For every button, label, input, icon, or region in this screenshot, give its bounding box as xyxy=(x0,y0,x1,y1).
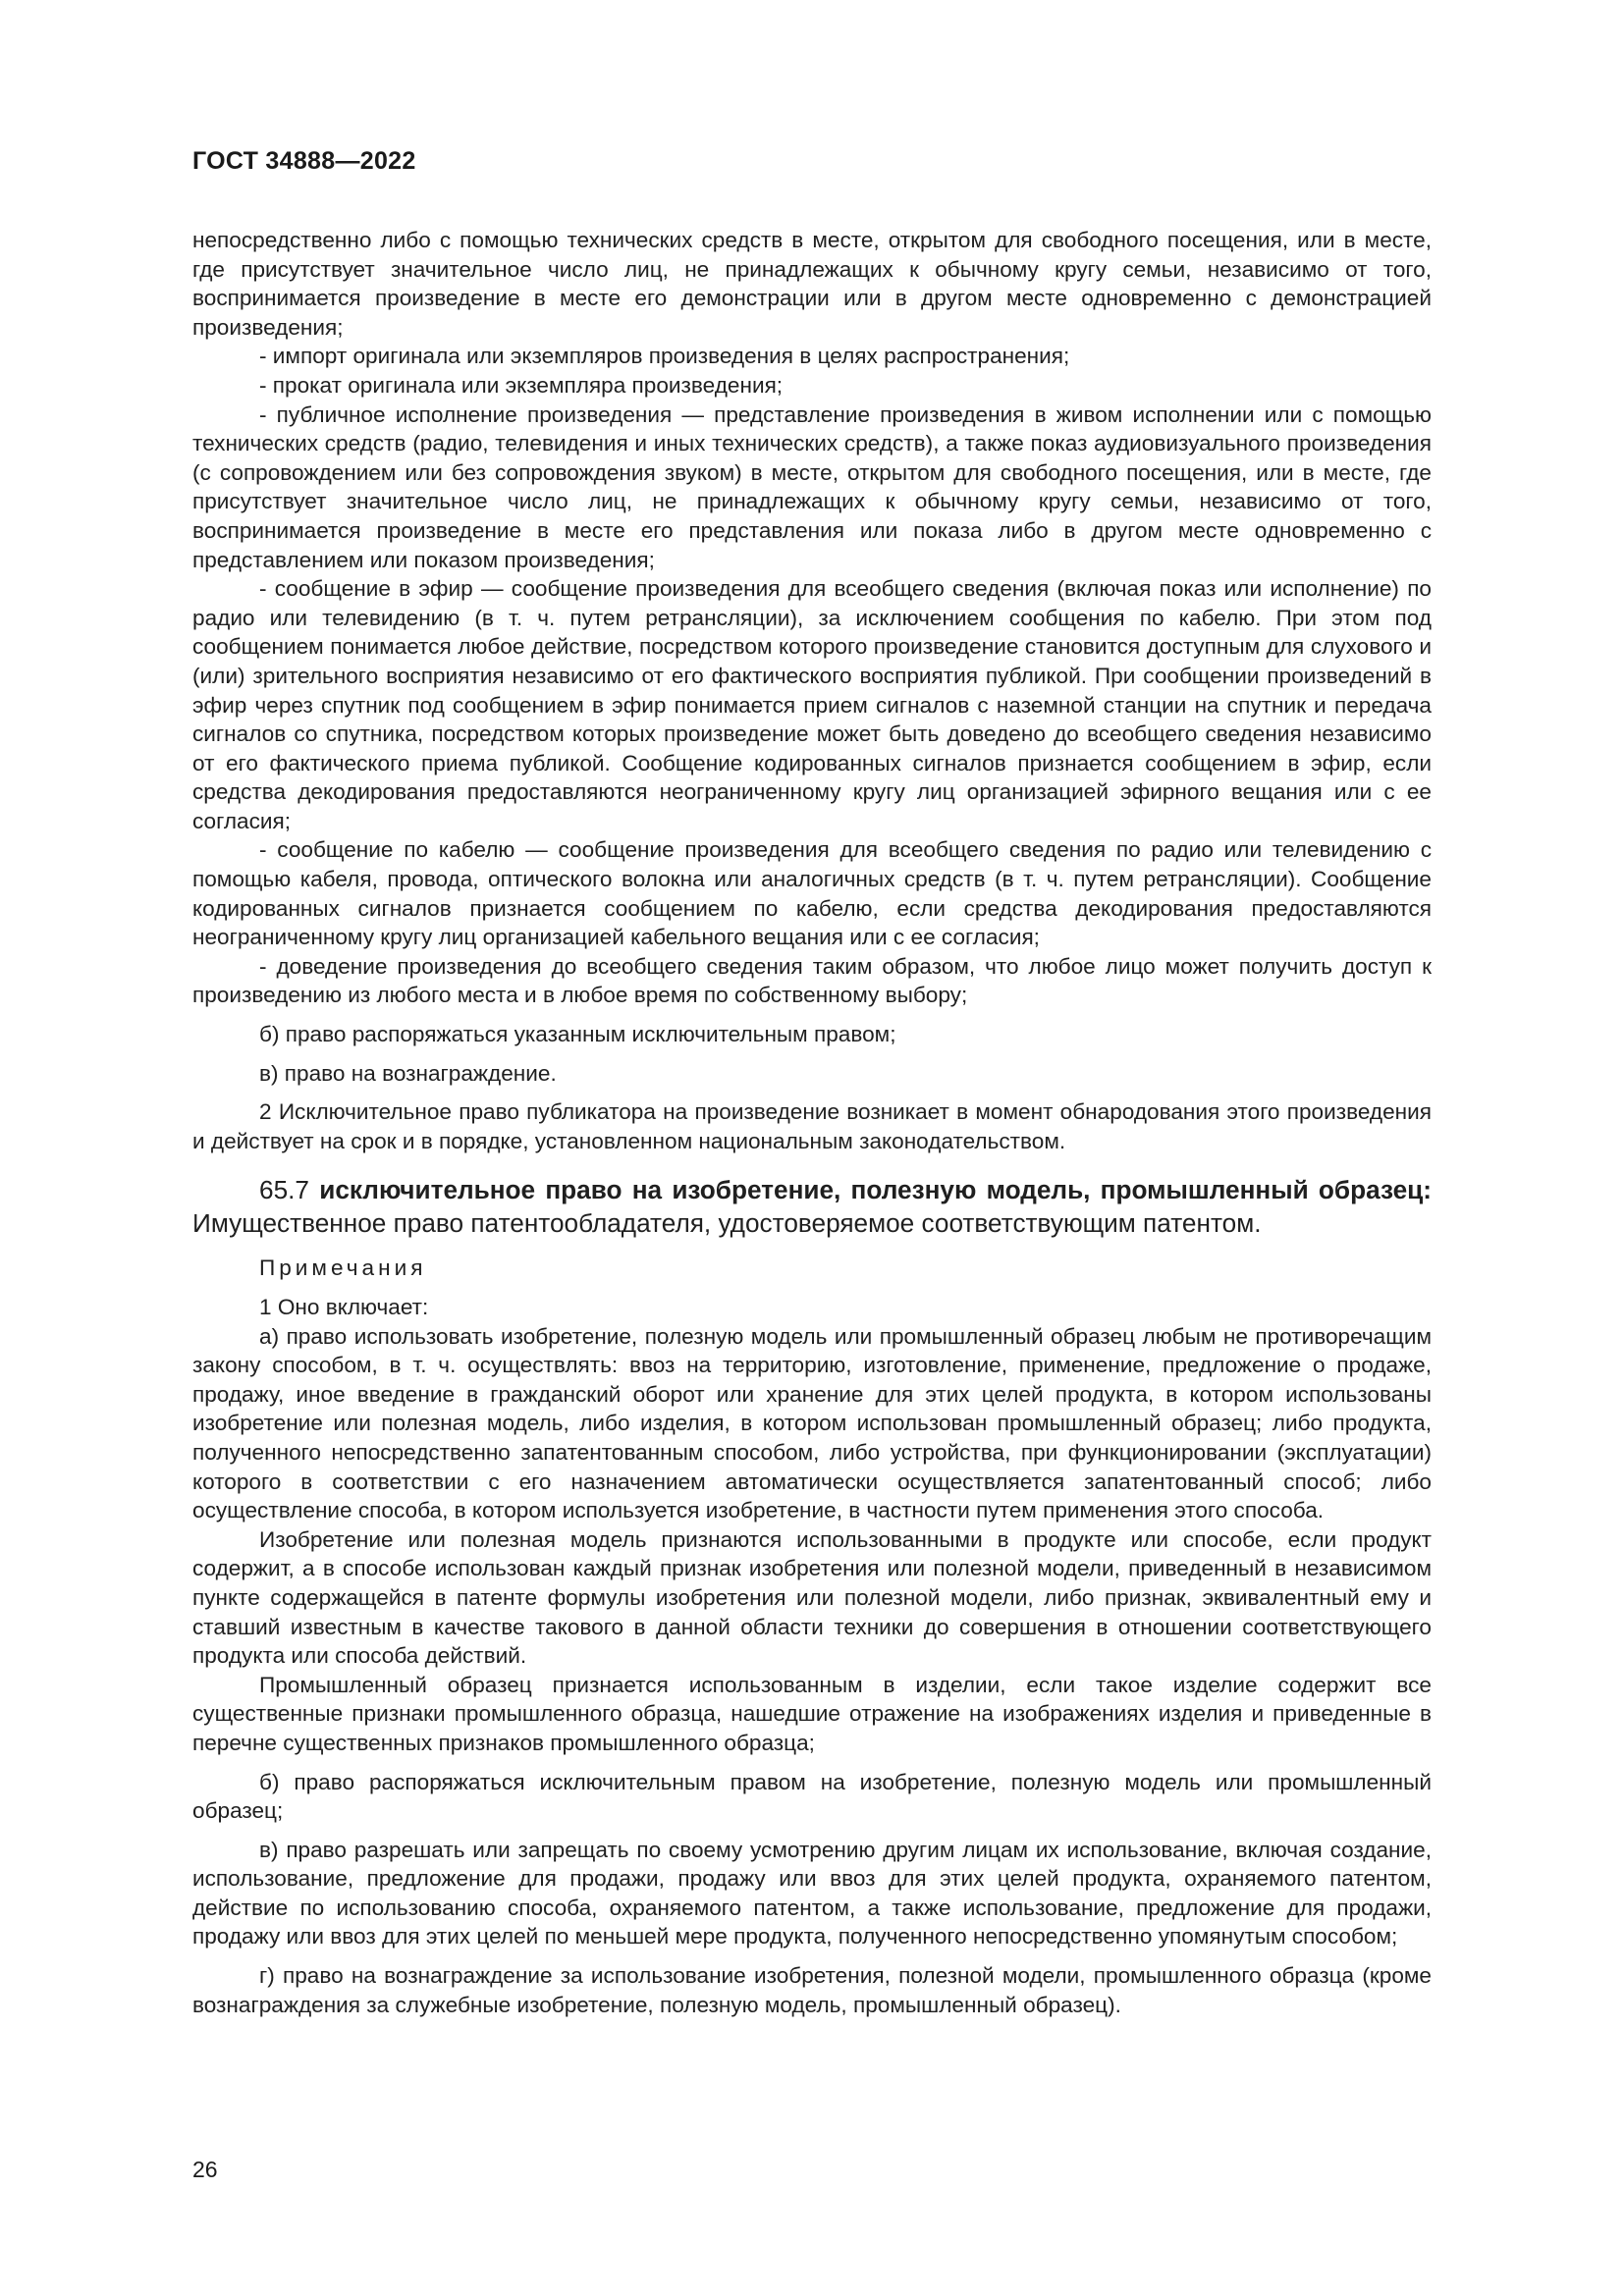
list-item: - импорт оригинала или экземпляров произведения в целях распространения; xyxy=(259,344,1070,369)
term-number: 65.7 xyxy=(259,1175,309,1205)
note-item: а) право использовать изобретение, полезную модель или промышленный образец любым не противоречащим закону способом, в т. ч. осуществлять: ввоз на территорию, изготовление, применение, предложение о продаже, продажу, иное введение в гражданский оборот или хранение для этих целей продукта, в котором использованы изобретение или полезная модель, либо изделия, в котором использован промышленный образец; либо продукта, полученного непосредственно запатентованным способом, либо устройства, при функционировании (эксплуатации) которого в соответствии с его назначением автоматически осуществляется запатентованный способ; либо осуществление способа, в котором используется изобретение, в частности путем применения этого способа. xyxy=(192,1323,1432,1523)
list-item: - сообщение по кабелю — сообщение произведения для всеобщего сведения по радио или телевидению с помощью кабеля, провода, оптического волокна или аналогичных средств (в т. ч. путем ретрансляции). Сообщение кодированных сигналов признается сообщением по кабелю, если средства декодирования предоставляются неограниченному кругу лиц организацией кабельного вещания или с ее согласия; xyxy=(192,837,1432,950)
list-item: - сообщение в эфир — сообщение произведения для всеобщего сведения (включая показ или исполнение) по радио или телевидению (в т. ч. путем ретрансляции), за исключением сообщения по кабелю. При этом под сообщением понимается любое действие, посредством которого произведение становится доступным для слухового и (или) зрительного восприятия независимо от его фактического восприятия публикой. При сообщении произведений в эфир через спутник под сообщением в эфир понимается прием сигналов с наземной станции на спутник и передача сигналов со спутника, посредством которых произведение может быть доведено до всеобщего сведения независимо от его фактического приема публикой. Сообщение кодированных сигналов признается сообщением в эфир, если средства декодирования предоставляются неограниченному кругу лиц организацией эфирного вещания или с ее согласия; xyxy=(192,576,1432,833)
paragraph: 2 Исключительное право публикатора на произведение возникает в момент обнародования этого произведения и действует на срок и в порядке, установленном национальным законодательством. xyxy=(192,1099,1432,1153)
note-item: б) право распоряжаться исключительным правом на изобретение, полезную модель или промышленный образец; xyxy=(192,1769,1432,1824)
note-item: Промышленный образец признается использованным в изделии, если такое изделие содержит все существенные признаки промышленного образца, нашедшие отражение на изображениях изделия и приведенные в перечне существенных признаков промышленного образца; xyxy=(192,1672,1432,1755)
note-item: Изобретение или полезная модель признаются использованными в продукте или способе, если продукт содержит, а в способе использован каждый признак изобретения или полезной модели, приведенный в независимом пункте содержащейся в патенте формулы изобретения или полезной модели, либо признак, эквивалентный ему и ставший известным в качестве такового в данной области техники до совершения в отношении соответствующего продукта или способа действий. xyxy=(192,1526,1432,1669)
paragraph: непосредственно либо с помощью технических средств в месте, открытом для свободного посещения, или в месте, где присутствует значительное число лиц, не принадлежащих к обычному кругу семьи, независимо от того, воспринимается произведение в месте его демонстрации или в другом месте одновременно с демонстрацией произведения; xyxy=(192,228,1432,340)
note-item: в) право разрешать или запрещать по своему усмотрению другим лицам их использование, включая создание, использование, предложение для продажи, продажу или ввоз для этих целей продукта, охраняемого патентом, действие по использованию способа, охраняемого патентом, а также использование, предложение для продажи, продажу или ввоз для этих целей по меньшей мере продукта, полученного непосредственно упомянутым способом; xyxy=(192,1837,1432,1949)
page-number: 26 xyxy=(192,2157,218,2182)
note-item: 1 Оно включает: xyxy=(259,1295,429,1319)
term-definition: Имущественное право патентообладателя, удостоверяемое соответствующим патентом. xyxy=(192,1208,1262,1239)
list-item: - доведение произведения до всеобщего сведения таким образом, что любое лицо может получить доступ к произведению из любого места и в любое время по собственному выбору; xyxy=(192,953,1432,1008)
term-name: исключительное право на изобретение, полезную модель, промышленный образец: xyxy=(319,1175,1433,1205)
list-item: - прокат оригинала или экземпляра произведения; xyxy=(259,372,784,398)
document-body xyxy=(192,226,1432,2019)
document-header: ГОСТ 34888—2022 xyxy=(192,147,416,175)
term-entry xyxy=(192,1173,1432,1240)
paragraph: б) право распоряжаться указанным исключительным правом; xyxy=(259,1022,896,1047)
notes-title: Примечания xyxy=(259,1255,427,1281)
paragraph: в) право на вознаграждение. xyxy=(259,1060,557,1086)
note-item: г) право на вознаграждение за использование изобретения, полезной модели, промышленного образца (кроме вознаграждения за служебные изобретение, полезную модель, промышленный образец). xyxy=(192,1963,1432,2017)
list-item: - публичное исполнение произведения — представление произведения в живом исполнении или с помощью технических средств (радио, телевидения и иных технических средств), а также показ аудиовизуального произведения (с сопровождением или без сопровождения звуком) в месте, открытом для свободного посещения, или в месте, где присутствует значительное число лиц, не принадлежащих к обычному кругу семьи, независимо от того, воспринимается произведение в месте его представления или показа либо в другом месте одновременно с представлением или показом произведения; xyxy=(192,401,1432,572)
